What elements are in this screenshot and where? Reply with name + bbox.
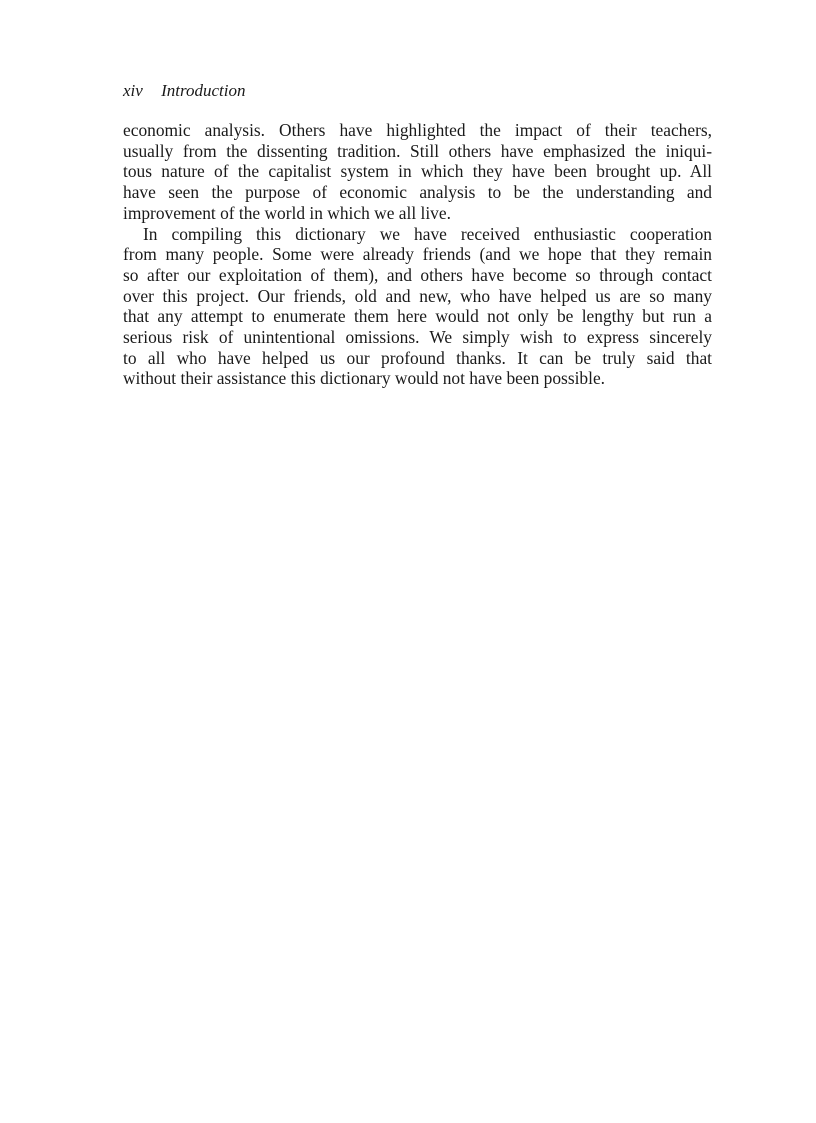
text-line: usually from the dissenting tradition. Still others have emphasized the iniqui- <box>123 140 712 161</box>
text-line: from many people. Some were already friends (and we hope that they remain <box>123 244 712 265</box>
text-line: over this project. Our friends, old and new, who have helped us are so many <box>123 285 712 306</box>
text-line: serious risk of unintentional omissions. We simply wish to express sincerely <box>123 327 712 348</box>
text-line: tous nature of the capitalist system in which they have been brought up. All <box>123 161 712 182</box>
body-text <box>123 120 712 389</box>
text-line: to all who have helped us our profound thanks. It can be truly said that <box>123 347 712 368</box>
text-line: that any attempt to enumerate them here would not only be lengthy but run a <box>123 306 712 327</box>
paragraph <box>123 120 712 224</box>
text-line: In compiling this dictionary we have received enthusiastic cooperation <box>143 223 712 244</box>
text-line: improvement of the world in which we all live. <box>123 202 451 223</box>
text-line: economic analysis. Others have highlighted the impact of their teachers, <box>123 120 712 140</box>
running-head-title: Introduction <box>161 81 246 100</box>
text-line: without their assistance this dictionary would not have been possible. <box>123 368 606 389</box>
paragraph <box>123 224 712 390</box>
text-line: have seen the purpose of economic analysis to be the understanding and <box>123 182 712 203</box>
text-line: so after our exploitation of them), and others have become so through contact <box>123 264 712 285</box>
running-head <box>123 80 245 102</box>
page-number: xiv <box>123 81 143 100</box>
